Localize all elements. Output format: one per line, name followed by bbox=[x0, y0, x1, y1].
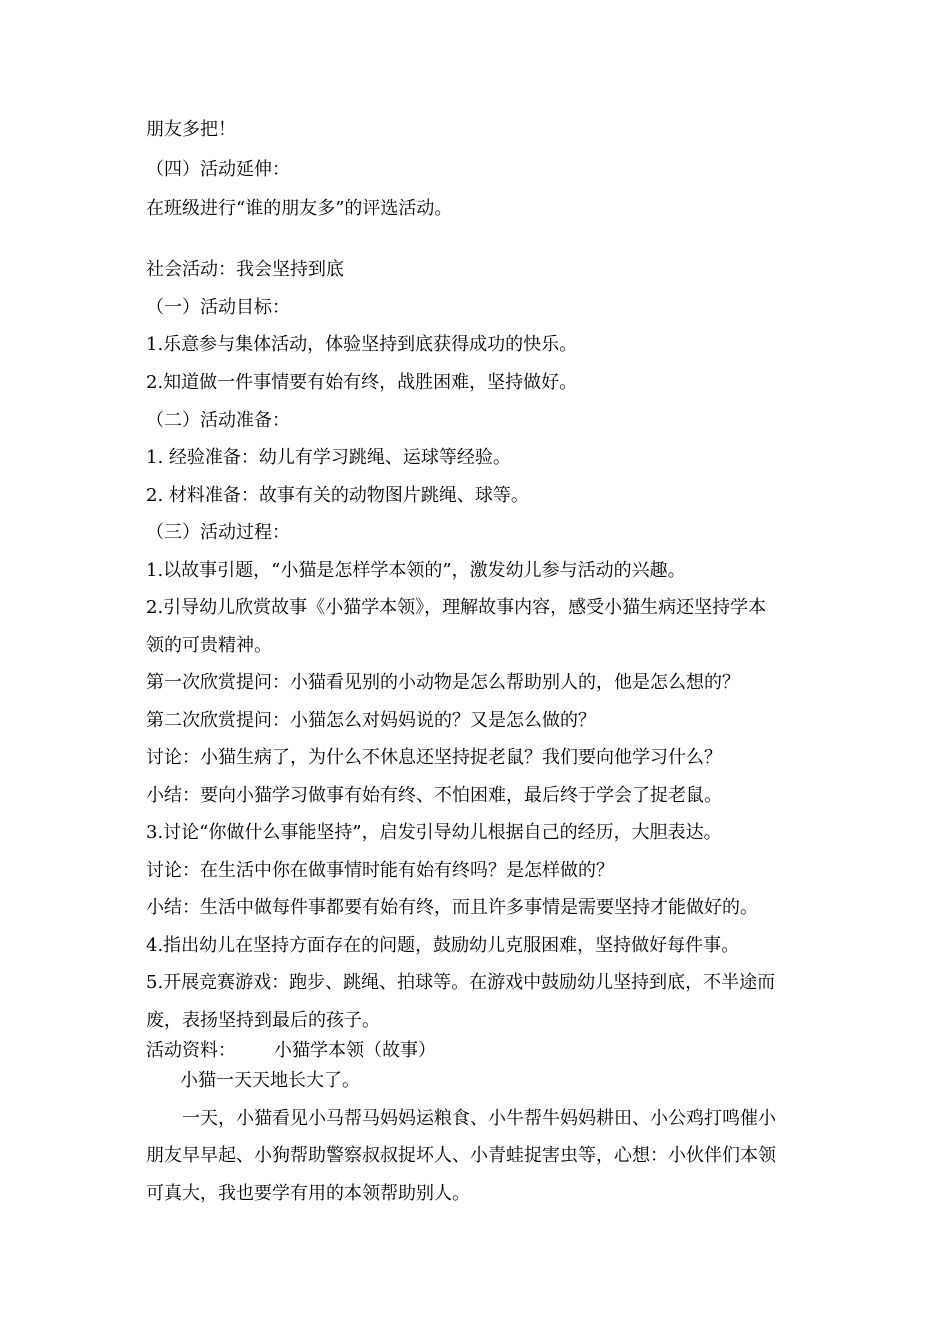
material-title: 小猫学本领（故事） bbox=[274, 1040, 436, 1061]
material-label: 活动资料： bbox=[146, 1040, 236, 1061]
list-item: 1. 经验准备：幼儿有学习跳绳、运球等经验。 bbox=[146, 447, 511, 468]
story-paragraph: 小猫一天天地长大了。 bbox=[180, 1070, 360, 1091]
story-line: 朋友早早起、小狗帮助警察叔叔捉坏人、小青蛙捉害虫等，心想：小伙伴们本领 bbox=[146, 1145, 776, 1166]
list-item: 2.引导幼儿欣赏故事《小猫学本领》，理解故事内容，感受小猫生病还坚持学本 bbox=[146, 597, 767, 618]
section-heading: （四）活动延伸： bbox=[146, 159, 290, 180]
list-item: 2. 材料准备：故事有关的动物图片跳绳、球等。 bbox=[146, 485, 529, 506]
section-heading: （一）活动目标： bbox=[146, 297, 290, 318]
text-line: 小结：生活中做每件事都要有始有终，而且许多事情是需要坚持才能做好的。 bbox=[146, 897, 758, 918]
text-line: 第一次欣赏提问：小猫看见别的小动物是怎么帮助别人的，他是怎么想的？ bbox=[146, 672, 740, 693]
list-item: 1.以故事引题，“小猫是怎样学本领的”，激发幼儿参与活动的兴趣。 bbox=[146, 560, 686, 581]
section-heading: （二）活动准备： bbox=[146, 410, 290, 431]
list-item: 5.开展竞赛游戏：跑步、跳绳、拍球等。在游戏中鼓励幼儿坚持到底，不半途而 bbox=[146, 972, 776, 993]
text-line: 讨论：小猫生病了，为什么不休息还坚持捉老鼠？我们要向他学习什么？ bbox=[146, 747, 722, 768]
list-item: 2.知道做一件事情要有始有终，战胜困难，坚持做好。 bbox=[146, 372, 578, 393]
activity-title: 社会活动：我会坚持到底 bbox=[146, 259, 344, 280]
text-line: 小结：要向小猫学习做事有始有终、不怕困难，最后终于学会了捉老鼠。 bbox=[146, 785, 722, 806]
text-line: 第二次欣赏提问：小猫怎么对妈妈说的？又是怎么做的？ bbox=[146, 710, 596, 731]
list-item: 3.讨论“你做什么事能坚持”，启发引导幼儿根据自己的经历，大胆表达。 bbox=[146, 822, 722, 843]
text-line: 在班级进行“谁的朋友多”的评选活动。 bbox=[146, 198, 453, 219]
story-line: 可真大，我也要学有用的本领帮助别人。 bbox=[146, 1183, 470, 1204]
text-line: 朋友多把！ bbox=[146, 119, 236, 140]
material-line bbox=[146, 1040, 816, 1062]
list-item: 1.乐意参与集体活动，体验坚持到底获得成功的快乐。 bbox=[146, 334, 578, 355]
text-line: 废，表扬坚持到最后的孩子。 bbox=[146, 1010, 380, 1031]
section-heading: （三）活动过程： bbox=[146, 522, 290, 543]
text-line: 讨论：在生活中你在做事情时能有始有终吗？是怎样做的？ bbox=[146, 860, 614, 881]
text-line: 领的可贵精神。 bbox=[146, 635, 272, 656]
list-item: 4.指出幼儿在坚持方面存在的问题，鼓励幼儿克服困难，坚持做好每件事。 bbox=[146, 935, 740, 956]
story-paragraph: 一天，小猫看见小马帮马妈妈运粮食、小牛帮牛妈妈耕田、小公鸡打鸣催小 bbox=[182, 1108, 776, 1129]
